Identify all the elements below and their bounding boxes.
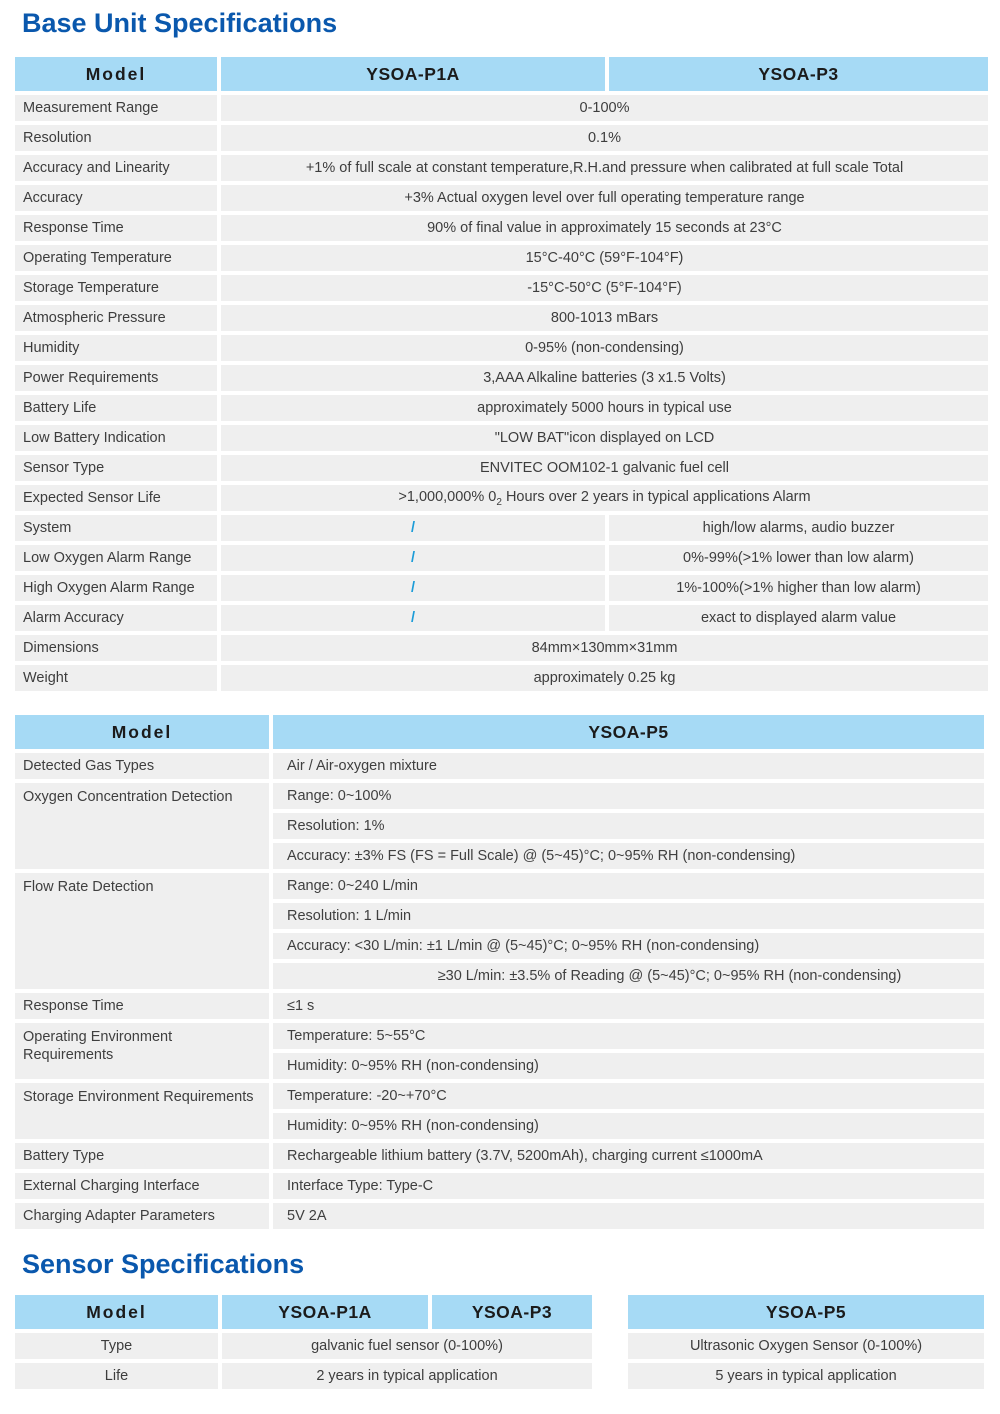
- spec-label: Dimensions: [15, 635, 217, 661]
- spec-value: Rechargeable lithium battery (3.7V, 5200mAh), charging current ≤1000mA: [273, 1143, 984, 1169]
- spec-label: Battery Life: [15, 395, 217, 421]
- table-row: [15, 575, 988, 601]
- table-row: [15, 1023, 984, 1049]
- base-unit-table-p1a-p3: [11, 53, 992, 695]
- table-row: [15, 245, 988, 271]
- spec-label: Accuracy: [15, 185, 217, 211]
- spec-value: Accuracy: ±3% FS (FS = Full Scale) @ (5~45)°C; 0~95% RH (non-condensing): [273, 843, 984, 869]
- page: [0, 6, 1000, 1414]
- sensor-table: [11, 1291, 988, 1393]
- column-gap: [596, 1295, 624, 1329]
- table-row: [15, 185, 988, 211]
- spec-label: External Charging Interface: [15, 1173, 269, 1199]
- spec-value: -15°C-50°C (5°F-104°F): [221, 275, 988, 301]
- table-row: [15, 365, 988, 391]
- table-row: [15, 1083, 984, 1109]
- spec-value: Air / Air-oxygen mixture: [273, 753, 984, 779]
- spec-value: exact to displayed alarm value: [609, 605, 988, 631]
- spec-value: Resolution: 1%: [273, 813, 984, 839]
- spec-label: Measurement Range: [15, 95, 217, 121]
- spec-value: Humidity: 0~95% RH (non-condensing): [273, 1113, 984, 1139]
- spec-value: 5 years in typical application: [628, 1363, 984, 1389]
- spec-value: 15°C-40°C (59°F-104°F): [221, 245, 988, 271]
- spec-label: Atmospheric Pressure: [15, 305, 217, 331]
- spec-label: Life: [15, 1363, 218, 1389]
- column-gap: [596, 1363, 624, 1389]
- spec-value: Range: 0~100%: [273, 783, 984, 809]
- spec-value: +1% of full scale at constant temperature,R.H.and pressure when calibrated at full scale Total: [221, 155, 988, 181]
- column-header-ysoa-p3: YSOA-P3: [609, 57, 988, 91]
- table-row-expected-sensor-life: [15, 485, 988, 511]
- spec-value: high/low alarms, audio buzzer: [609, 515, 988, 541]
- table-row: [15, 275, 988, 301]
- table-row: [15, 753, 984, 779]
- spec-label: Storage Environment Requirements: [15, 1083, 269, 1139]
- subscript-2: 2: [496, 496, 502, 508]
- spec-label: Low Oxygen Alarm Range: [15, 545, 217, 571]
- spec-value: Interface Type: Type-C: [273, 1173, 984, 1199]
- spec-label: Weight: [15, 665, 217, 691]
- spec-label: Oxygen Concentration Detection: [15, 783, 269, 869]
- spec-label: Battery Type: [15, 1143, 269, 1169]
- sensor-life-text: >1,000,000% 0: [398, 488, 497, 505]
- table-row: [15, 665, 988, 691]
- spec-value: +3% Actual oxygen level over full operating temperature range: [221, 185, 988, 211]
- table-row: [15, 1173, 984, 1199]
- spec-value: ENVITEC OOM102-1 galvanic fuel cell: [221, 455, 988, 481]
- spec-label: Sensor Type: [15, 455, 217, 481]
- spec-label: Operating Environment Requirements: [15, 1023, 269, 1079]
- sensor-life-text: Hours over 2 years in typical applications Alarm: [501, 488, 811, 505]
- table-row: [15, 1333, 984, 1359]
- model-header: Model: [15, 715, 269, 749]
- table-row: [15, 215, 988, 241]
- table-row: [15, 425, 988, 451]
- table-row: [15, 455, 988, 481]
- spec-value: 1%-100%(>1% higher than low alarm): [609, 575, 988, 601]
- column-gap: [596, 1333, 624, 1359]
- base-unit-table-p5: [11, 711, 988, 1233]
- spec-value: 90% of final value in approximately 15 seconds at 23°C: [221, 215, 988, 241]
- spec-value: Ultrasonic Oxygen Sensor (0-100%): [628, 1333, 984, 1359]
- spec-label: Power Requirements: [15, 365, 217, 391]
- sensor-specifications-title: Sensor Specifications: [22, 1249, 305, 1279]
- spec-value: Resolution: 1 L/min: [273, 903, 984, 929]
- spec-label: Humidity: [15, 335, 217, 361]
- table-row: [15, 993, 984, 1019]
- not-applicable-slash: /: [221, 575, 605, 601]
- spec-value: 0.1%: [221, 125, 988, 151]
- spec-label: System: [15, 515, 217, 541]
- spec-label: Accuracy and Linearity: [15, 155, 217, 181]
- spec-label: Type: [15, 1333, 218, 1359]
- spec-value: 2 years in typical application: [222, 1363, 592, 1389]
- table-row: [15, 635, 988, 661]
- spec-value: 84mm×130mm×31mm: [221, 635, 988, 661]
- table-row: [15, 155, 988, 181]
- spec-value: 0%-99%(>1% lower than low alarm): [609, 545, 988, 571]
- spec-value: galvanic fuel sensor (0-100%): [222, 1333, 592, 1359]
- base-unit-specifications-title: Base Unit Specifications: [22, 8, 338, 38]
- spec-value: [221, 485, 988, 511]
- table-row: [15, 335, 988, 361]
- not-applicable-slash: /: [221, 515, 605, 541]
- spec-value: 800-1013 mBars: [221, 305, 988, 331]
- spec-value: ≥30 L/min: ±3.5% of Reading @ (5~45)°C; 0~95% RH (non-condensing): [273, 963, 984, 989]
- table-row: [15, 873, 984, 899]
- table-header-row: [15, 715, 984, 749]
- spec-value: 0-100%: [221, 95, 988, 121]
- column-header-ysoa-p5: YSOA-P5: [273, 715, 984, 749]
- table-header-row: [15, 1295, 984, 1329]
- not-applicable-slash: /: [221, 605, 605, 631]
- table-row: [15, 1363, 984, 1389]
- table-row: [15, 515, 988, 541]
- column-header-ysoa-p1a: YSOA-P1A: [221, 57, 605, 91]
- spec-value: "LOW BAT"icon displayed on LCD: [221, 425, 988, 451]
- spec-label: Response Time: [15, 215, 217, 241]
- spec-label: Detected Gas Types: [15, 753, 269, 779]
- not-applicable-slash: /: [221, 545, 605, 571]
- spec-label: Resolution: [15, 125, 217, 151]
- table-row: [15, 95, 988, 121]
- spec-label: Response Time: [15, 993, 269, 1019]
- spec-value: approximately 0.25 kg: [221, 665, 988, 691]
- spec-label: Storage Temperature: [15, 275, 217, 301]
- model-header: Model: [15, 57, 217, 91]
- spec-value: approximately 5000 hours in typical use: [221, 395, 988, 421]
- table-row: [15, 545, 988, 571]
- column-header-ysoa-p5: YSOA-P5: [628, 1295, 984, 1329]
- table-row: [15, 395, 988, 421]
- spec-value: 0-95% (non-condensing): [221, 335, 988, 361]
- table-row: [15, 1203, 984, 1229]
- spec-value: Humidity: 0~95% RH (non-condensing): [273, 1053, 984, 1079]
- table-header-row: [15, 57, 988, 91]
- spec-label: Low Battery Indication: [15, 425, 217, 451]
- table-row: [15, 605, 988, 631]
- table-row: [15, 125, 988, 151]
- spec-value: Temperature: -20~+70°C: [273, 1083, 984, 1109]
- spec-value: 3,AAA Alkaline batteries (3 x1.5 Volts): [221, 365, 988, 391]
- table-row: [15, 1143, 984, 1169]
- spec-label: Alarm Accuracy: [15, 605, 217, 631]
- spec-label: Charging Adapter Parameters: [15, 1203, 269, 1229]
- spec-value: Range: 0~240 L/min: [273, 873, 984, 899]
- spec-value: 5V 2A: [273, 1203, 984, 1229]
- column-header-ysoa-p3: YSOA-P3: [432, 1295, 592, 1329]
- column-header-ysoa-p1a: YSOA-P1A: [222, 1295, 428, 1329]
- spec-label: Operating Temperature: [15, 245, 217, 271]
- spec-value: Temperature: 5~55°C: [273, 1023, 984, 1049]
- spec-label: Flow Rate Detection: [15, 873, 269, 989]
- model-header: Model: [15, 1295, 218, 1329]
- spec-label: High Oxygen Alarm Range: [15, 575, 217, 601]
- table-row: [15, 305, 988, 331]
- spec-value: ≤1 s: [273, 993, 984, 1019]
- spec-label: Expected Sensor Life: [15, 485, 217, 511]
- spec-value: Accuracy: <30 L/min: ±1 L/min @ (5~45)°C; 0~95% RH (non-condensing): [273, 933, 984, 959]
- table-row: [15, 783, 984, 809]
